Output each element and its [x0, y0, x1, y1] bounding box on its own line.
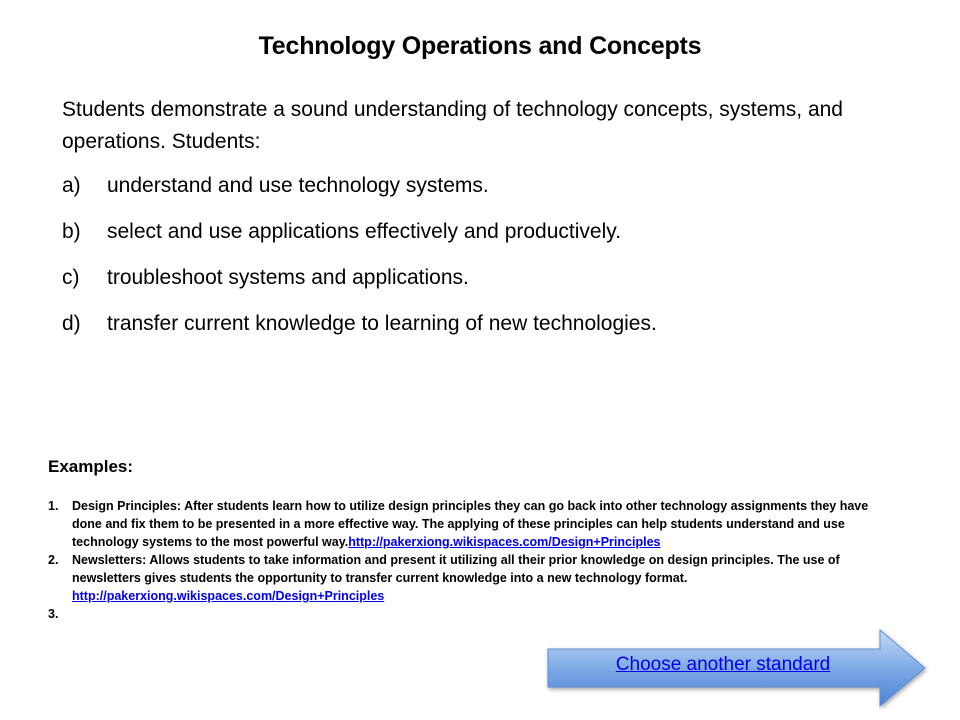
list-item-text: understand and use technology systems. — [107, 174, 489, 197]
example-body — [72, 497, 878, 551]
list-item-text: select and use applications effectively and productively. — [107, 220, 622, 243]
example-text: Design Principles: After students learn how to utilize design principles they can go back into other technology assignments they have done and fix them to be presented in a more effective way. The applying of these principles can help students understand and use technology systems to the most powerful way. — [72, 499, 869, 549]
list-marker: b) — [62, 220, 81, 243]
example-number: 3. — [48, 607, 59, 621]
list-item-text: troubleshoot systems and applications. — [107, 266, 469, 289]
example-text: Newsletters: Allows students to take information and present it utilizing all their prior knowledge on design principles. The use of newsletters gives students the opportunity to transfer current knowledge into a new technology format. — [72, 553, 840, 585]
example-item — [48, 551, 878, 605]
example-link[interactable]: http://pakerxiong.wikispaces.com/Design+Principles — [348, 535, 661, 549]
example-body — [72, 605, 878, 623]
slide-title: Technology Operations and Concepts — [258, 32, 702, 60]
intro-text: Students demonstrate a sound understanding of technology concepts, systems, and operations. Students: — [62, 98, 843, 153]
example-item — [48, 497, 878, 551]
list-marker: c) — [62, 266, 80, 289]
example-number: 2. — [48, 553, 59, 567]
list-marker: a) — [62, 174, 81, 197]
examples-list — [48, 497, 878, 623]
list-marker: d) — [62, 312, 81, 335]
button-label[interactable]: Choose another standard — [615, 654, 831, 675]
choose-another-standard-button[interactable] — [545, 627, 930, 709]
example-body — [72, 551, 878, 605]
list-item — [62, 216, 902, 262]
list-item — [62, 170, 902, 216]
list-item-text: transfer current knowledge to learning of new technologies. — [107, 312, 657, 335]
list-item — [62, 308, 902, 354]
example-number: 1. — [48, 499, 59, 513]
standards-list — [62, 170, 902, 354]
examples-heading: Examples: — [48, 457, 134, 476]
list-item — [62, 262, 902, 308]
example-link[interactable]: http://pakerxiong.wikispaces.com/Design+Principles — [72, 589, 385, 603]
example-item — [48, 605, 878, 623]
